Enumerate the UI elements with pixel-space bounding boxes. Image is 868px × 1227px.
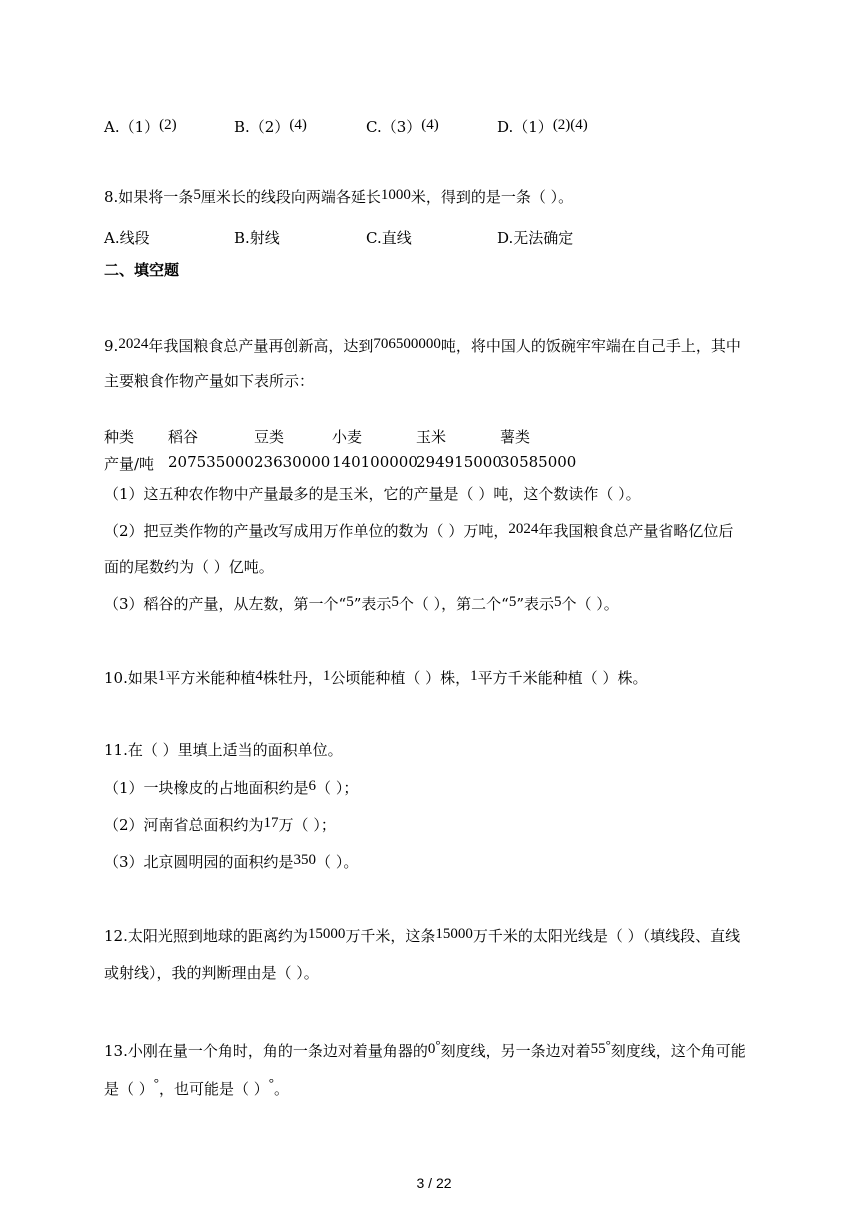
q9-text-2: 年我国粮食总产量再创新高，达到 <box>148 337 374 355</box>
q10-num-3: 1 <box>322 668 331 684</box>
q11-sub-3-num: 350 <box>293 852 317 868</box>
table-header-cell: 小麦 <box>332 428 363 446</box>
q10-text-3: 株牡丹， <box>262 669 323 687</box>
q12-stem <box>104 926 741 945</box>
q7-option-c <box>366 116 439 137</box>
table-row-cell: 产量/吨 <box>104 455 155 473</box>
q13-line2-text-b: ，也可能是（ ） <box>158 1080 269 1098</box>
q9-sub-1: （1）这五种农作物中产量最多的是玉米，它的产量是（ ）吨，这个数读作（ ）。 <box>104 485 641 503</box>
q9-text-1: 9. <box>104 337 119 355</box>
q8-num-1: 5 <box>193 187 201 203</box>
q10-text-1: 10.如果 <box>104 669 158 687</box>
q13-text-1: 13.小刚在量一个角时，角的一条边对着量角器的 <box>104 1042 428 1060</box>
q9-table <box>104 426 624 476</box>
q11-sub-3-text-a: （3）北京圆明园的面积约是 <box>104 853 294 871</box>
q9-stem-line2: 主要粮食作物产量如下表所示： <box>104 372 315 390</box>
q12-text-2: 万千米，这条 <box>345 927 436 945</box>
q8-text-2: 厘米长的线段向两端各延长 <box>200 188 381 206</box>
q9-num-2: 706500000 <box>373 336 441 352</box>
q13-line2-text-c: 。 <box>273 1080 289 1098</box>
table-row-cell: 30585000 <box>500 453 577 471</box>
q12-num-2: 15000 <box>435 926 473 942</box>
q10-stem <box>104 668 648 687</box>
table-row-cell: 294915000 <box>416 453 502 471</box>
q13-degree-3: ° <box>153 1075 159 1090</box>
q11-sub-1-num: 6 <box>308 778 317 794</box>
q8-option-a: A.线段 <box>104 229 150 247</box>
q13-num-1: 0 <box>427 1041 436 1057</box>
q11-sub-1-text-b: （ ）； <box>316 779 359 797</box>
q12-num-1: 15000 <box>307 926 346 942</box>
q9-sub-3-num-4: 5 <box>554 594 562 610</box>
q9-sub-3-num-3: 5 <box>508 594 517 610</box>
q9-sub-2-line2: 面的尾数约为（ ）亿吨。 <box>104 558 274 576</box>
q7-option-a-sup: (2) <box>159 117 177 133</box>
table-header-cell: 稻谷 <box>168 428 199 446</box>
q9-num-1: 2024 <box>118 336 149 352</box>
q13-degree-4: ° <box>268 1075 274 1090</box>
q7-option-d-sup: (2)(4) <box>552 117 588 133</box>
q7-option-d <box>497 116 588 137</box>
q7-option-a <box>104 116 177 137</box>
q9-sub-3-text-c: 个（ ），第二个“ <box>398 595 509 613</box>
q8-text-3: 米，得到的是一条（ ）。 <box>410 188 574 206</box>
page-number: 3 / 22 <box>416 1175 452 1191</box>
q13-degree-1: ° <box>435 1037 441 1052</box>
q10-num-1: 1 <box>157 668 166 684</box>
q13-degree-2: ° <box>605 1037 611 1052</box>
q9-sub-3-text-d: ”表示 <box>516 595 554 613</box>
table-header-cell: 豆类 <box>254 428 285 446</box>
q10-text-4: 公顷能种植（ ）株， <box>330 669 471 687</box>
q9-sub-3 <box>104 594 619 613</box>
q9-sub-3-text-a: （3）稻谷的产量，从左数，第一个“ <box>104 595 347 613</box>
q11-sub-2 <box>104 815 336 834</box>
q8-stem <box>104 187 574 206</box>
q9-sub-3-num-1: 5 <box>346 594 354 610</box>
q11-stem: 11.在（ ）里填上适当的面积单位。 <box>104 741 343 759</box>
q7-option-b-sup: (4) <box>289 117 307 133</box>
q9-sub-2-text-b: 年我国粮食总产量省略亿位后 <box>538 522 734 540</box>
table-row-cell: 140100000 <box>332 453 418 471</box>
q10-num-4: 1 <box>470 668 478 684</box>
q13-stem-line2 <box>104 1075 289 1098</box>
q9-sub-3-text-e: 个（ ）。 <box>561 595 619 613</box>
q7-option-b-text: B.（2） <box>234 118 290 136</box>
q11-sub-2-text-b: 万（ ）； <box>278 816 336 834</box>
table-header-cell: 种类 <box>104 428 135 446</box>
q11-sub-3-text-b: （ ）。 <box>316 853 359 871</box>
q9-stem <box>104 336 741 355</box>
q9-sub-3-num-2: 5 <box>391 594 399 610</box>
q12-text-1: 12.太阳光照到地球的距离约为 <box>104 927 308 945</box>
q8-option-d: D.无法确定 <box>497 229 574 247</box>
q9-sub-3-text-b: ”表示 <box>353 595 392 613</box>
q11-sub-2-num: 17 <box>263 815 279 831</box>
table-header-cell: 薯类 <box>500 428 531 446</box>
q9-sub-2-num: 2024 <box>508 521 539 537</box>
q7-option-a-text: A.（1） <box>104 118 160 136</box>
q9-text-3: 吨，将中国人的饭碗牢牢端在自己手上，其中 <box>440 337 741 355</box>
q13-text-3: 刻度线，这个角可能 <box>610 1042 746 1060</box>
q12-text-3: 万千米的太阳光线是（ ）（填线段、直线 <box>472 927 741 945</box>
q8-option-b: B.射线 <box>234 229 280 247</box>
q7-option-c-text: C.（3） <box>366 118 422 136</box>
q11-sub-1-text-a: （1）一块橡皮的占地面积约是 <box>104 779 309 797</box>
q7-option-b <box>234 116 307 137</box>
q8-option-c: C.直线 <box>366 229 412 247</box>
q13-stem <box>104 1037 746 1060</box>
section-heading: 二、填空题 <box>104 261 180 279</box>
q12-stem-line2: 或射线），我的判断理由是（ ）。 <box>104 964 319 982</box>
q7-option-c-sup: (4) <box>421 117 439 133</box>
q8-text-1: 8.如果将一条 <box>104 188 194 206</box>
q13-num-2: 55 <box>590 1041 606 1057</box>
q10-text-2: 平方米能种植 <box>165 669 256 687</box>
q10-text-5: 平方千米能种植（ ）株。 <box>477 669 648 687</box>
q11-sub-3 <box>104 852 359 871</box>
q9-sub-2 <box>104 521 734 540</box>
q9-sub-2-text-a: （2）把豆类作物的产量改写成用万作单位的数为（ ）万吨， <box>104 522 509 540</box>
q10-num-2: 4 <box>255 668 263 684</box>
table-row-cell: 207535000 <box>168 453 254 471</box>
q11-sub-1 <box>104 778 359 797</box>
q13-text-2: 刻度线，另一条边对着 <box>440 1042 591 1060</box>
table-header-cell: 玉米 <box>416 428 447 446</box>
table-row-cell: 23630000 <box>254 453 331 471</box>
q7-option-d-text: D.（1） <box>497 118 553 136</box>
q13-line2-text-a: 是（ ） <box>104 1080 154 1098</box>
q11-sub-2-text-a: （2）河南省总面积约为 <box>104 816 264 834</box>
q8-num-2: 1000 <box>380 187 411 203</box>
